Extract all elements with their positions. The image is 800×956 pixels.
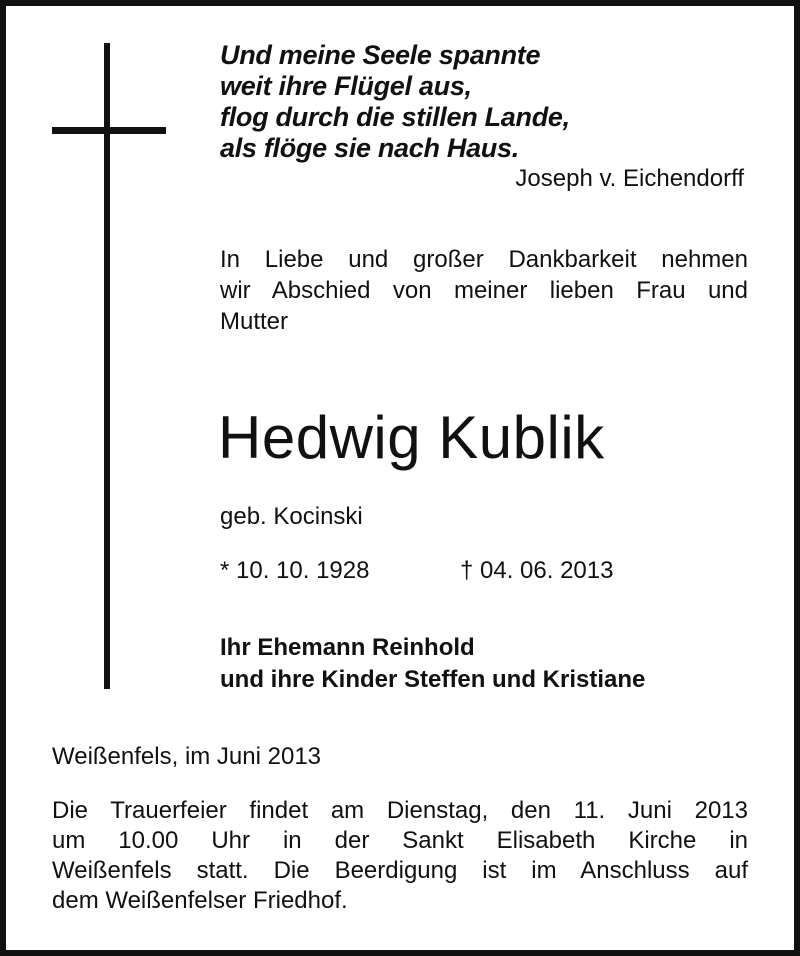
family-line: Ihr Ehemann Reinhold: [220, 634, 475, 661]
ceremony-line: um 10.00 Uhr in der Sankt Elisabeth Kirche in: [52, 827, 748, 854]
poem-quote: [220, 40, 570, 164]
ceremony-line: Weißenfels statt. Die Beerdigung ist im Anschluss auf: [52, 857, 748, 884]
deceased-name: Hedwig Kublik: [218, 404, 605, 471]
intro-line: Mutter: [220, 308, 289, 335]
family-line: und ihre Kinder Steffen und Kristiane: [220, 666, 646, 693]
cross-horizontal-bar: [52, 127, 166, 134]
death-date: † 04. 06. 2013: [460, 557, 614, 584]
birth-date: * 10. 10. 1928: [220, 557, 370, 584]
poem-author: Joseph v. Eichendorff: [515, 165, 744, 192]
poem-line: flog durch die stillen Lande,: [220, 102, 570, 132]
ceremony-line: dem Weißenfelser Friedhof.: [52, 887, 348, 914]
family-signature: [220, 632, 645, 696]
place-date: Weißenfels, im Juni 2013: [52, 743, 322, 770]
poem-line: Und meine Seele spannte: [220, 40, 541, 70]
intro-line: wir Abschied von meiner lieben Frau und: [220, 277, 748, 304]
maiden-name: geb. Kocinski: [220, 503, 363, 530]
ceremony-line: Die Trauerfeier findet am Dienstag, den 11. Juni 2013: [52, 797, 748, 824]
cross-vertical-bar: [104, 43, 110, 689]
ceremony-info: [52, 796, 748, 916]
poem-line: als flöge sie nach Haus.: [220, 133, 519, 163]
intro-text: [220, 244, 748, 337]
intro-line: In Liebe und großer Dankbarkeit nehmen: [220, 246, 748, 273]
poem-line: weit ihre Flügel aus,: [220, 71, 472, 101]
